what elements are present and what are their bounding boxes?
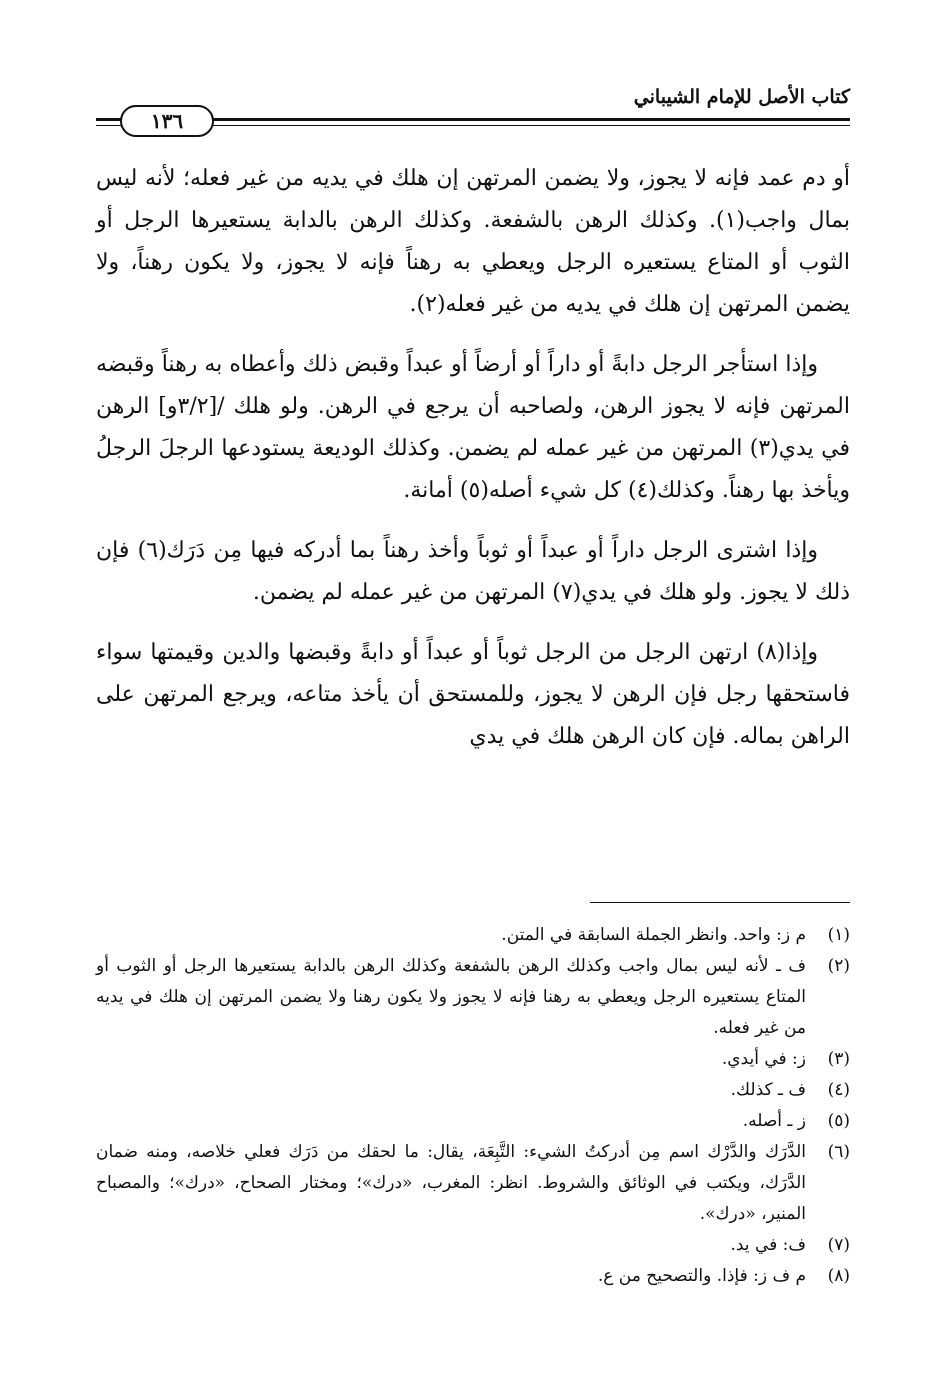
- footnote-number: (١): [827, 925, 850, 945]
- footnote-number: (٣): [827, 1049, 850, 1069]
- book-title: كتاب الأصل للإمام الشيباني: [633, 86, 850, 108]
- footnote: [96, 1261, 850, 1292]
- footnote: [96, 920, 850, 951]
- paragraph: وإذا اشترى الرجل داراً أو عبداً أو ثوباً وأخذ رهناً بما أدركه فيها مِن دَرَك(٦) فإن ذلك لا يجوز. ولو هلك في يدي(٧) المرتهن من غير عمله لم يضمن.: [96, 538, 850, 605]
- footnote-divider: [590, 902, 850, 903]
- footnote: [96, 1106, 850, 1137]
- footnote: [96, 1044, 850, 1075]
- footnote-text: ز ـ أصله.: [742, 1111, 806, 1131]
- footnote-number: (٥): [827, 1111, 850, 1131]
- footnote: [96, 951, 850, 1044]
- footnote-text: ز: في أيدي.: [721, 1049, 806, 1069]
- footnote-text: م ز: واحد. وانظر الجملة السابقة في المتن.: [501, 925, 806, 945]
- footnote: [96, 1075, 850, 1106]
- footnote-text: م ف ز: فإذا. والتصحيح من ع.: [597, 1266, 806, 1286]
- footnote: [96, 1137, 850, 1230]
- footnote-text: ف ـ لأنه ليس بمال واجب وكذلك الرهن بالشفعة وكذلك الرهن بالدابة يستعيرها الرجل أو الثوب أو المتاع يستعيره الرجل ويعطي به رهنا فإنه لا يجوز ولا يكون رهنا ولا يضمن المرتهن إن هلك في يديه من غير فعله.: [96, 956, 806, 1038]
- paragraph: وإذا استأجر الرجل دابةً أو داراً أو أرضاً أو عبداً وقبض ذلك وأعطاه به رهناً وقبضه المرتهن فإنه لا يجوز الرهن، ولصاحبه أن يرجع في الرهن. ولو هلك /[٣/٢و] الرهن في يدي(٣) المرتهن من غير عمله لم يضمن. وكذلك الوديعة يستودعها الرجلَ الرجلُ ويأخذ بها رهناً. وكذلك(٤) كل شيء أصله(٥) أمانة.: [96, 352, 850, 503]
- main-text: [96, 158, 850, 776]
- footnotes: [96, 920, 850, 1292]
- footnote-text: ف ـ كذلك.: [730, 1080, 806, 1100]
- footnote: [96, 1230, 850, 1261]
- footnote-number: (٧): [827, 1235, 850, 1255]
- paragraph: وإذا(٨) ارتهن الرجل من الرجل ثوباً أو عبداً أو دابةً وقبضها والدين وقيمتها سواء فاستحقها رجل فإن الرهن لا يجوز، وللمستحق أن يأخذ متاعه، ويرجع المرتهن على الراهن بماله. فإن كان الرهن هلك في يدي: [96, 640, 850, 749]
- page-number: ١٣٦: [120, 105, 214, 137]
- footnote-number: (٢): [827, 956, 850, 976]
- page-header: [96, 86, 850, 148]
- paragraph: أو دم عمد فإنه لا يجوز، ولا يضمن المرتهن إن هلك في يديه من غير فعله؛ لأنه ليس بمال واجب(١). وكذلك الرهن بالشفعة. وكذلك الرهن بالدابة يستعيرها الرجل أو الثوب أو المتاع يستعيره الرجل ويعطي به رهناً فإنه لا يجوز، ولا يكون رهناً، ولا يضمن المرتهن إن هلك في يديه من غير فعله(٢).: [96, 166, 850, 317]
- footnote-number: (٤): [827, 1080, 850, 1100]
- footnote-text: ف: في يد.: [730, 1235, 806, 1255]
- footnote-number: (٦): [827, 1142, 850, 1162]
- footnote-number: (٨): [827, 1266, 850, 1286]
- footnote-text: الدَّرَك والدَّرْك اسم مِن أدركتُ الشيء: التَّبِعَة، يقال: ما لحقك من دَرَك فعلي خلاصه، ومنه ضمان الدَّرَك، ويكتب في الوثائق والشروط. انظر: المغرب، «درك»؛ ومختار الصحاح، «درك»؛ والمصباح المنير، «درك».: [96, 1142, 806, 1224]
